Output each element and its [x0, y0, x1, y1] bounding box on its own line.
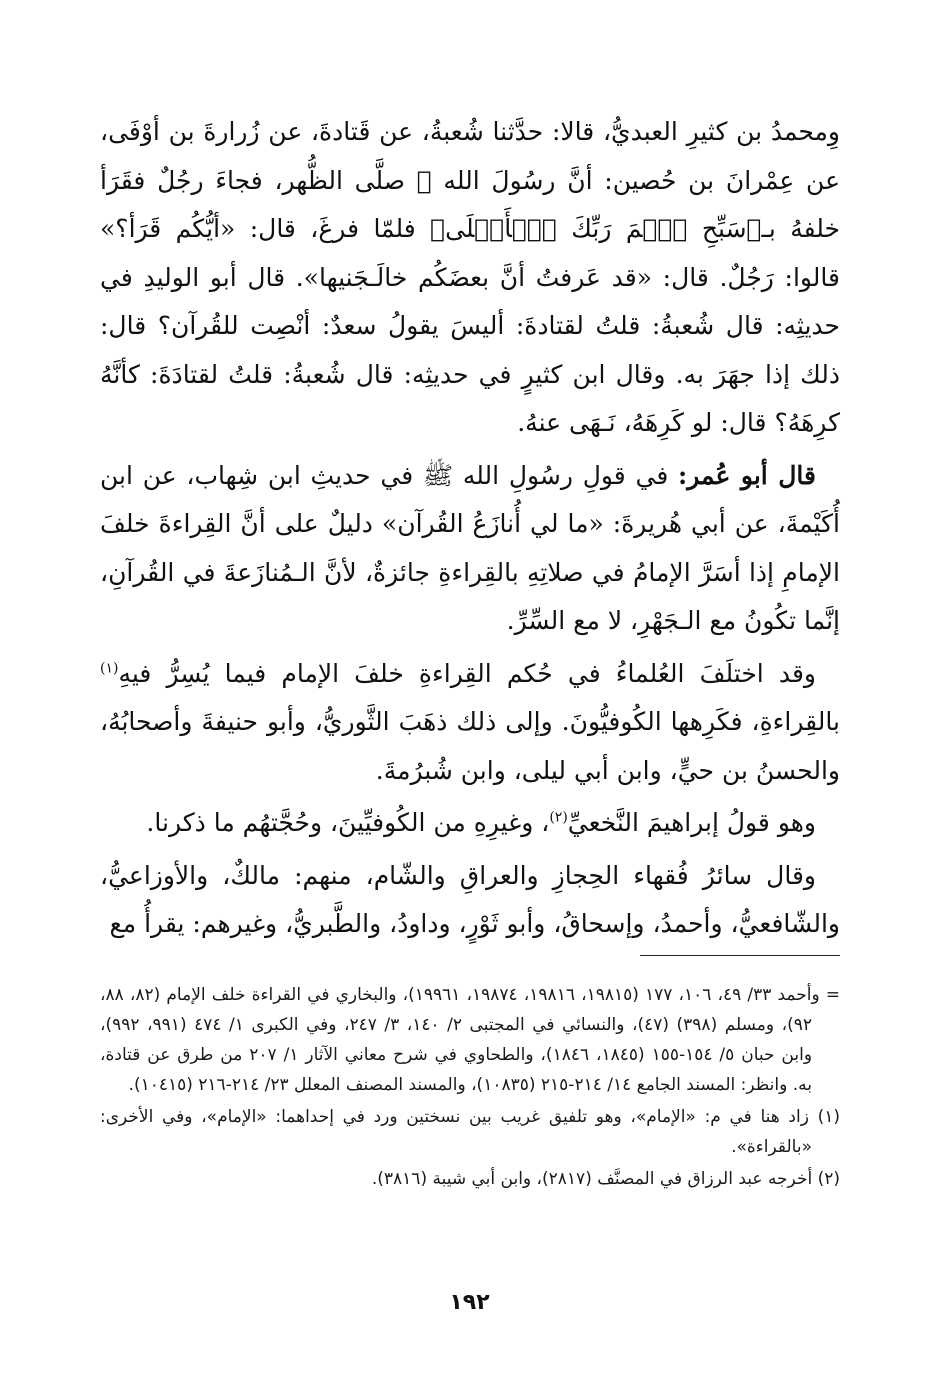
paragraph-abu-umar	[100, 452, 840, 646]
paragraph-other-jurists: وقال سائرُ فُقهاء الحِجازِ والعراقِ والشّام، منهم: مالكٌ، والأوزاعيُّ، والشّافعيُّ، وأحمدُ، وإسحاقُ، وأبو ثَوْرٍ، وداودُ، والطَّبريُّ، وغيرهم: يقرأُ مع	[100, 860, 840, 938]
footnote-separator	[640, 955, 840, 956]
footnote-ref-2[interactable]: (٢)	[549, 809, 568, 826]
footnotes-section	[100, 980, 840, 1196]
paragraph-ibrahim-nakhai	[100, 799, 840, 848]
footnote-2: (٢) أخرجه عبد الرزاق في المصنَّف (٢٨١٧)، وابن أبي شيبة (٣٨١٦).	[371, 1169, 840, 1189]
paragraph-scholars-text-after: بالقِراءةِ، فكَرِهها الكُوفيُّونَ. وإلى ذلك ذهَبَ الثَّوريُّ، وأبو حنيفةَ وأصحابُهُ، والحسنُ بن حيٍّ، وابن أبي ليلى، وابن شُبرُمةَ.	[100, 707, 840, 785]
paragraph-scholars-text-before: وقد اختلَفَ العُلماءُ في حُكم القِراءةِ خلفَ الإمام فيما يُسِرُّ فيهِ	[118, 658, 816, 688]
main-text-body	[100, 108, 840, 949]
paragraph-ibrahim-text-after: ، وغيرِهِ من الكُوفيِّينَ، وحُجَّتهُم ما ذكرنا.	[146, 808, 550, 837]
paragraph-ibrahim-text-before: وهو قولُ إبراهيمَ النَّخعيِّ	[567, 808, 816, 837]
page-number: ١٩٢	[449, 1290, 490, 1315]
paragraph-hadith-continuation: وِمحمدُ بن كثيرِ العبديُّ، قالا: حدَّثنا شُعبةُ، عن قَتادةَ، عن زُرارةَ بن أوْفَى، عن عِمْرانَ بن حُصين: أنَّ رسُولَ الله ﷺ صلَّى الظُّهر، فجاءَ رجُلٌ فقَرَأ خلفهُ بـ﴿سَبِّحِ ٱسۡمَ رَبِّكَ ٱلۡأَعۡلَى﴾ فلمّا فرغَ، قال: «أيُّكُم قَرَأ؟» قالوا: رَجُلٌ. قال: «قد عَرفتُ أنَّ بعضَكُم خالَـجَنيها». قال أبو الوليدِ في حديثِه: قال شُعبةُ: قلتُ لقتادةَ: أليسَ يقولُ سعدٌ: أنْصِت للقُرآن؟ قال: ذلك إذا جهَرَ به. وقال ابن كثيرٍ في حديثِه: قال شُعبةُ: قلتُ لقتادَةَ: كأنَّهُ كرِهَهُ؟ قال: لو كَرِهَهُ، نَـهَى عنهُ.	[100, 117, 840, 437]
paragraph-scholars-disagreement	[100, 650, 840, 796]
paragraph-abu-umar-text: في قولِ رسُولِ الله ﷺ في حديثِ ابن شِهاب، عن ابن أُكَيْمةَ، عن أبي هُريرةَ: «ما لي أُنازَعُ القُرآن» دليلٌ على أنَّ القِراءةَ خلفَ الإمامِ إذا أسَرَّ الإمامُ في صلاتِهِ بالقِراءةِ جائزةٌ، لأنَّ الـمُنازَعةَ في القُرآنِ، إنَّما تكُونُ مع الـجَهْرِ، لا مع السِّرِّ.	[100, 460, 840, 635]
speaker-label: قال أبو عُمر:	[678, 460, 816, 490]
footnote-1: (١) زاد هنا في م: «الإمام»، وهو تلفيق غريب بين نسختين ورد في إحداهما: «الإمام»، وفي الأخرى: «بالقراءة».	[100, 1107, 840, 1157]
footnote-continuation: = وأحمد ٣٣/ ٤٩، ١٠٦، ١٧٧ (١٩٨١٥، ١٩٨١٦، ١٩٨٧٤، ١٩٩٦١)، والبخاري في القراءة خلف الإمام (٨٢، ٨٨، ٩٢)، ومسلم (٣٩٨) (٤٧)، والنسائي في المجتبى ٢/ ١٤٠، ٣/ ٢٤٧، وفي الكبرى ١/ ٤٧٤ (٩٩١، ٩٩٢)، وابن حبان ٥/ ١٥٤-١٥٥ (١٨٤٥، ١٨٤٦)، والطحاوي في شرح معاني الآثار ١/ ٢٠٧ من طرق عن قتادة، به. وانظر: المسند الجامع ١٤/ ٢١٤-٢١٥ (١٠٨٣٥)، والمسند المصنف المعلل ٢٣/ ٢١٤-٢١٦ (١٠٤١٥).	[100, 985, 841, 1095]
footnote-ref-1[interactable]: (١)	[100, 660, 119, 677]
